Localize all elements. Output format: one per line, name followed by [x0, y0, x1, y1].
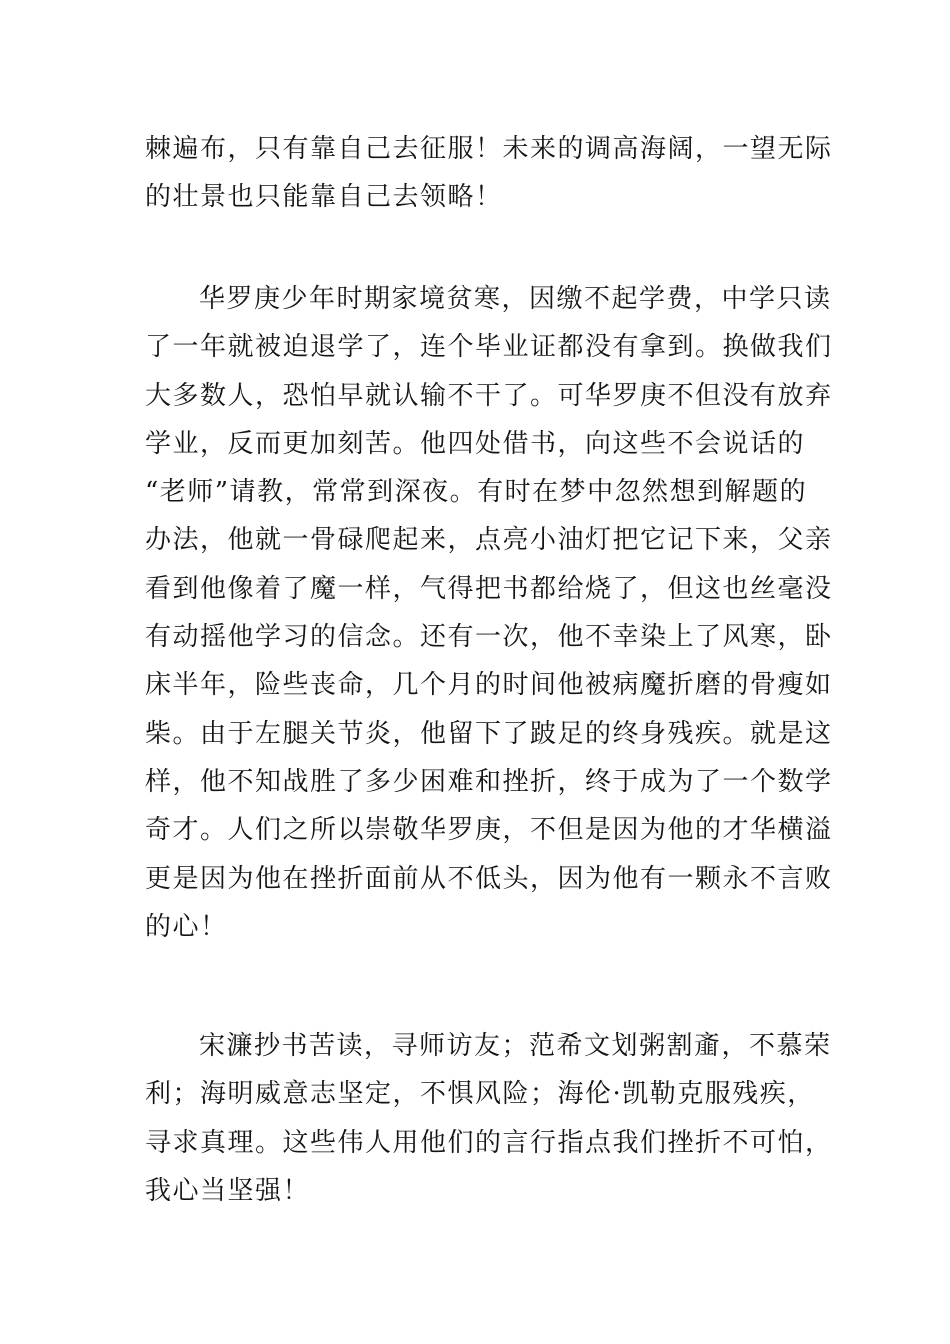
text-line: 大多数人，恐怕早就认输不干了。可华罗庚不但没有放弃	[145, 380, 833, 411]
text-line: 有动摇他学习的信念。还有一次，他不幸染上了风寒，卧	[145, 622, 833, 653]
text-line: 床半年，险些丧命，几个月的时间他被病魔折磨的骨瘦如	[145, 670, 833, 701]
text-line: 华罗庚少年时期家境贫寒，因缴不起学费，中学只读	[199, 284, 832, 314]
text-line: 利；海明威意志坚定，不惧风险；海伦·凯勒克服残疾，	[145, 1079, 815, 1110]
text-line: 我心当坚强！	[145, 1175, 311, 1206]
text-line: 学业，反而更加刻苦。他四处借书，向这些不会说话的	[145, 428, 806, 459]
text-line: 的心！	[145, 911, 228, 942]
text-line: 的壮景也只能靠自己去领略！	[145, 182, 503, 213]
text-line: 奇才。人们之所以崇敬华罗庚，不但是因为他的才华横溢	[145, 815, 833, 846]
text-line: 办法，他就一骨碌爬起来，点亮小油灯把它记下来，父亲	[145, 525, 833, 556]
text-line: “老师”请教，常常到深夜。有时在梦中忽然想到解题的	[145, 477, 808, 508]
paragraph-1	[145, 125, 833, 222]
text-line: 棘遍布，只有靠自己去征服！未来的调高海阔，一望无际	[145, 134, 833, 164]
paragraph-3	[145, 1022, 833, 1215]
text-line: 了一年就被迫退学了，连个毕业证都没有拿到。换做我们	[145, 332, 833, 363]
paragraph-2	[145, 275, 833, 951]
text-line: 寻求真理。这些伟人用他们的言行指点我们挫折不可怕，	[145, 1127, 833, 1158]
text-line: 样，他不知战胜了多少困难和挫折，终于成为了一个数学	[145, 766, 833, 797]
text-line: 宋濂抄书苦读，寻师访友；范希文划粥割齑，不慕荣	[199, 1031, 832, 1061]
text-line: 更是因为他在挫折面前从不低头，因为他有一颗永不言败	[145, 863, 833, 894]
text-line: 柴。由于左腿关节炎，他留下了跛足的终身残疾。就是这	[145, 718, 833, 749]
text-line: 看到他像着了魔一样，气得把书都给烧了，但这也丝毫没	[145, 573, 833, 604]
